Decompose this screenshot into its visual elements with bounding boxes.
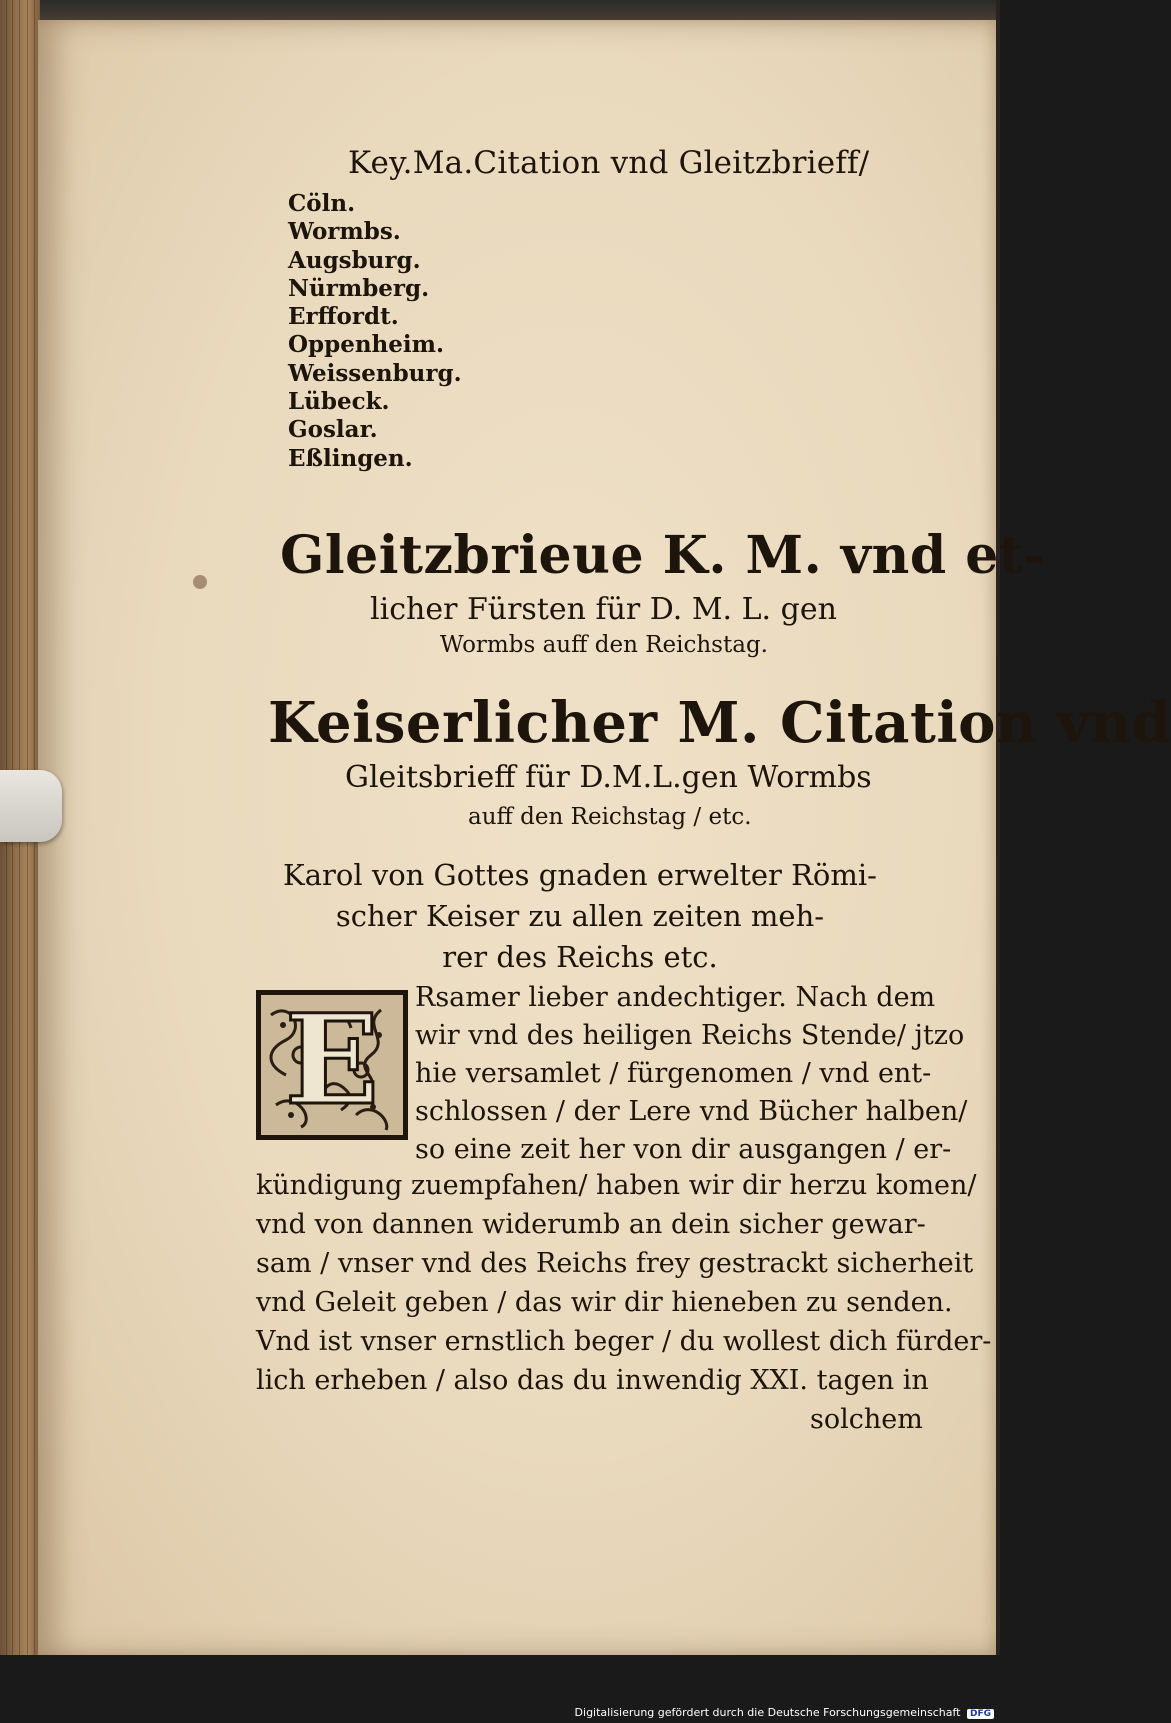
drop-cap-letter: E: [284, 988, 380, 1133]
body-line: vnd Geleit geben / das wir dir hieneben zu senden.: [256, 1287, 953, 1318]
ornamental-initial: [256, 990, 408, 1140]
body-line: hie versamlet / fürgenomen / vnd ent-: [415, 1058, 932, 1089]
intro-line: rer des Reichs etc.: [442, 940, 718, 974]
city-item: Wormbs.: [288, 218, 401, 246]
body-line: Vnd ist vnser ernstlich beger / du wollest dich fürder-: [256, 1326, 992, 1357]
city-item: Cöln.: [288, 190, 356, 217]
city-item: Augsburg.: [288, 246, 421, 274]
body-line: lich erheben / also das du inwendig XXI. tagen in: [256, 1365, 929, 1396]
intro-line: scher Keiser zu allen zeiten meh-: [335, 899, 825, 933]
heading1-line1: Gleitzbrieue K. M. vnd et-: [280, 525, 1046, 586]
body-line: sam / vnser vnd des Reichs frey gestrackt sicherheit: [256, 1248, 974, 1279]
city-item: Weissenburg.: [288, 359, 462, 387]
page-clip-tab: [0, 770, 62, 842]
heading2-line2: Gleitsbrieff für D.M.L.gen Wormbs: [345, 760, 872, 795]
city-item: Nürmberg.: [288, 274, 430, 302]
catchword: solchem: [810, 1404, 923, 1435]
scan-right-edge: [996, 0, 1000, 1655]
city-item: Oppenheim.: [288, 331, 444, 359]
body-line: kündigung zuempfahen/ haben wir dir herzu komen/: [256, 1170, 977, 1201]
city-item: Goslar.: [288, 416, 378, 444]
heading2-line1: Keiserlicher M. Citation vnd: [268, 690, 1171, 756]
heading2-line3: auff den Reichstag / etc.: [468, 804, 752, 830]
scan-top-edge: [0, 0, 1000, 22]
heading1-line3: Wormbs auff den Reichstag.: [440, 632, 768, 658]
ink-stain: [193, 575, 207, 589]
body-line: vnd von dannen widerumb an dein sicher gewar-: [256, 1209, 926, 1240]
body-line: wir vnd des heiligen Reichs Stende/ jtzo: [415, 1020, 965, 1051]
city-item: Lübeck.: [288, 388, 390, 416]
city-item: Eßlingen.: [288, 444, 413, 472]
body-line: Rsamer lieber andechtiger. Nach dem: [415, 982, 936, 1013]
intro-line: Karol von Gottes gnaden erwelter Römi-: [283, 858, 877, 892]
heading1-line2: licher Fürsten für D. M. L. gen: [370, 592, 837, 627]
body-line: schlossen / der Lere vnd Bücher halben/: [415, 1096, 968, 1127]
digitization-footer: [575, 1706, 994, 1719]
city-list: [288, 190, 462, 473]
footer-text: Digitalisierung gefördert durch die Deutsche Forschungsgemeinschaft: [574, 1706, 961, 1719]
body-line: so eine zeit her von dir ausgangen / er-: [415, 1134, 952, 1165]
running-head: Key.Ma.Citation vnd Gleitzbrieff/: [348, 145, 870, 181]
city-item: Erffordt.: [288, 303, 399, 331]
dfg-logo-icon: DFG: [967, 1709, 994, 1719]
